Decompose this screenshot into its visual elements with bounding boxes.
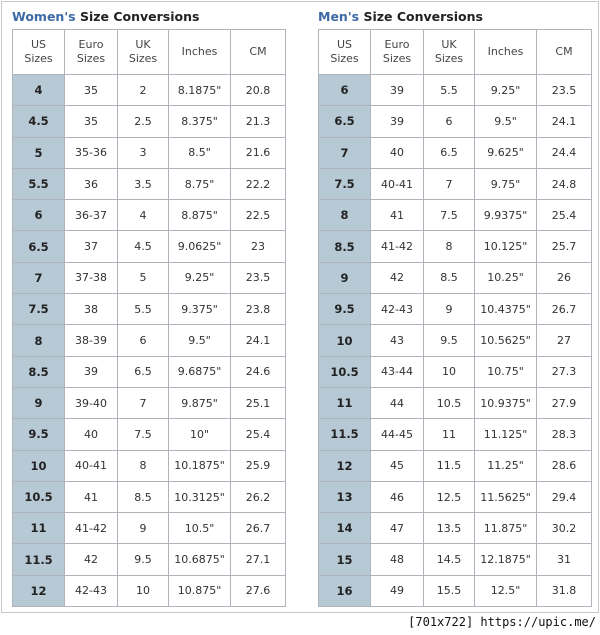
cm-cell: 23 [231,231,286,262]
inches-cell: 10.875" [169,575,231,606]
us-size-cell: 13 [319,481,371,512]
uk-size-cell: 6 [118,325,169,356]
inches-cell: 10.4375" [475,294,537,325]
table-row [319,575,592,606]
inches-cell: 9.875" [169,387,231,418]
cm-cell: 28.3 [537,419,592,450]
uk-size-cell: 3 [118,137,169,168]
inches-cell: 10.25" [475,262,537,293]
euro-size-cell: 42-43 [65,575,118,606]
us-size-cell: 10.5 [319,356,371,387]
table-row [319,200,592,231]
uk-size-cell: 14.5 [424,544,475,575]
table-row [319,419,592,450]
euro-size-cell: 41-42 [65,513,118,544]
uk-size-cell: 12.5 [424,481,475,512]
cm-cell: 21.3 [231,106,286,137]
uk-size-cell: 5.5 [118,294,169,325]
euro-size-cell: 45 [371,450,424,481]
cm-cell: 29.4 [537,481,592,512]
cm-cell: 24.4 [537,137,592,168]
cm-cell: 31 [537,544,592,575]
us-size-cell: 11 [13,513,65,544]
men-title-accent: Men's [318,9,360,24]
uk-size-cell: 10.5 [424,387,475,418]
euro-size-cell: 35-36 [65,137,118,168]
us-size-cell: 9.5 [319,294,371,325]
euro-size-cell: 39 [371,106,424,137]
inches-cell: 9.25" [475,75,537,106]
inches-cell: 8.75" [169,168,231,199]
table-row [13,106,286,137]
inches-cell: 10.6875" [169,544,231,575]
inches-cell: 9.75" [475,168,537,199]
uk-size-cell: 2.5 [118,106,169,137]
inches-cell: 9.25" [169,262,231,293]
euro-size-cell: 39 [65,356,118,387]
cm-cell: 22.5 [231,200,286,231]
euro-size-cell: 40-41 [371,168,424,199]
us-size-cell: 16 [319,575,371,606]
us-size-cell: 10 [13,450,65,481]
cm-cell: 26.7 [537,294,592,325]
euro-size-cell: 44-45 [371,419,424,450]
table-row [13,419,286,450]
men-size-table [318,29,592,607]
table-row [319,481,592,512]
table-row [319,387,592,418]
inches-cell: 12.1875" [475,544,537,575]
uk-size-cell: 13.5 [424,513,475,544]
uk-size-cell: 7.5 [424,200,475,231]
table-row [319,325,592,356]
euro-size-cell: 36 [65,168,118,199]
cm-cell: 26.7 [231,513,286,544]
table-row [13,137,286,168]
table-row [13,387,286,418]
table-row [13,513,286,544]
image-host-watermark: [701x722] https://upic.me/ [408,615,596,629]
euro-size-cell: 41-42 [371,231,424,262]
header-line: US [336,38,353,51]
us-size-cell: 8 [13,325,65,356]
table-row [319,513,592,544]
header-line: Sizes [382,52,412,65]
uk-size-cell: 11.5 [424,450,475,481]
euro-size-cell: 39 [371,75,424,106]
inches-cell: 9.9375" [475,200,537,231]
women-header-euro-size [65,30,118,75]
us-size-cell: 6.5 [319,106,371,137]
cm-cell: 22.2 [231,168,286,199]
cm-cell: 25.4 [537,200,592,231]
table-row [319,168,592,199]
us-size-cell: 5.5 [13,168,65,199]
euro-size-cell: 40 [65,419,118,450]
euro-size-cell: 38-39 [65,325,118,356]
euro-size-cell: 37 [65,231,118,262]
page-frame [1,1,599,613]
euro-size-cell: 44 [371,387,424,418]
men-header-us-size [319,30,371,75]
euro-size-cell: 40-41 [65,450,118,481]
us-size-cell: 4 [13,75,65,106]
inches-cell: 11.5625" [475,481,537,512]
euro-size-cell: 43-44 [371,356,424,387]
cm-cell: 30.2 [537,513,592,544]
table-row [319,137,592,168]
us-size-cell: 8 [319,200,371,231]
us-size-cell: 7 [319,137,371,168]
us-size-cell: 8.5 [13,356,65,387]
euro-size-cell: 42 [65,544,118,575]
cm-cell: 28.6 [537,450,592,481]
table-row [13,544,286,575]
uk-size-cell: 6.5 [118,356,169,387]
cm-cell: 21.6 [231,137,286,168]
uk-size-cell: 7 [118,387,169,418]
women-panel [12,8,286,607]
table-row [13,450,286,481]
cm-cell: 24.8 [537,168,592,199]
cm-cell: 27.1 [231,544,286,575]
inches-cell: 9.625" [475,137,537,168]
euro-size-cell: 38 [65,294,118,325]
header-line: Euro [78,38,104,51]
inches-cell: 10.5625" [475,325,537,356]
uk-size-cell: 8 [118,450,169,481]
uk-size-cell: 9.5 [118,544,169,575]
euro-size-cell: 35 [65,75,118,106]
uk-size-cell: 4.5 [118,231,169,262]
cm-cell: 25.9 [231,450,286,481]
us-size-cell: 10.5 [13,481,65,512]
table-row [319,450,592,481]
euro-size-cell: 36-37 [65,200,118,231]
uk-size-cell: 8.5 [118,481,169,512]
us-size-cell: 7 [13,262,65,293]
euro-size-cell: 46 [371,481,424,512]
men-table-title [318,8,592,25]
uk-size-cell: 9.5 [424,325,475,356]
men-table-header [319,30,592,75]
cm-cell: 26 [537,262,592,293]
inches-cell: 9.375" [169,294,231,325]
inches-cell: 9.5" [475,106,537,137]
women-table-header [13,30,286,75]
euro-size-cell: 35 [65,106,118,137]
table-row [319,231,592,262]
euro-size-cell: 42 [371,262,424,293]
euro-size-cell: 42-43 [371,294,424,325]
euro-size-cell: 37-38 [65,262,118,293]
inches-cell: 10.1875" [169,450,231,481]
cm-cell: 20.8 [231,75,286,106]
uk-size-cell: 8.5 [424,262,475,293]
women-header-uk-size [118,30,169,75]
uk-size-cell: 7.5 [118,419,169,450]
men-header-inches [475,30,537,75]
us-size-cell: 7.5 [13,294,65,325]
us-size-cell: 12 [13,575,65,606]
cm-cell: 31.8 [537,575,592,606]
us-size-cell: 8.5 [319,231,371,262]
us-size-cell: 9 [319,262,371,293]
cm-cell: 27 [537,325,592,356]
inches-cell: 8.375" [169,106,231,137]
inches-cell: 11.875" [475,513,537,544]
women-header-inches [169,30,231,75]
cm-cell: 24.1 [537,106,592,137]
header-line: Inches [181,45,218,58]
us-size-cell: 11.5 [319,419,371,450]
cm-cell: 25.4 [231,419,286,450]
table-row [13,75,286,106]
us-size-cell: 15 [319,544,371,575]
women-title-accent: Women's [12,9,76,24]
inches-cell: 10.125" [475,231,537,262]
inches-cell: 8.5" [169,137,231,168]
euro-size-cell: 41 [371,200,424,231]
inches-cell: 10.5" [169,513,231,544]
header-line: UK [135,38,151,51]
men-panel [318,8,592,607]
cm-cell: 23.8 [231,294,286,325]
us-size-cell: 6 [13,200,65,231]
header-line: Sizes [128,52,158,65]
table-row [319,294,592,325]
uk-size-cell: 5 [118,262,169,293]
inches-cell: 8.1875" [169,75,231,106]
cm-cell: 27.6 [231,575,286,606]
us-size-cell: 9.5 [13,419,65,450]
us-size-cell: 11.5 [13,544,65,575]
inches-cell: 9.0625" [169,231,231,262]
table-row [319,106,592,137]
cm-cell: 27.9 [537,387,592,418]
us-size-cell: 9 [13,387,65,418]
us-size-cell: 6.5 [13,231,65,262]
inches-cell: 9.6875" [169,356,231,387]
men-title-rest: Size Conversions [359,9,483,24]
table-row [13,481,286,512]
us-size-cell: 12 [319,450,371,481]
cm-cell: 27.3 [537,356,592,387]
cm-cell: 23.5 [231,262,286,293]
us-size-cell: 14 [319,513,371,544]
euro-size-cell: 47 [371,513,424,544]
us-size-cell: 10 [319,325,371,356]
women-title-rest: Size Conversions [75,9,200,24]
header-line: UK [441,38,457,51]
cm-cell: 24.1 [231,325,286,356]
inches-cell: 8.875" [169,200,231,231]
uk-size-cell: 7 [424,168,475,199]
us-size-cell: 6 [319,75,371,106]
euro-size-cell: 41 [65,481,118,512]
header-line: Sizes [434,52,464,65]
header-line: Sizes [24,52,53,65]
euro-size-cell: 43 [371,325,424,356]
inches-cell: 11.25" [475,450,537,481]
inches-cell: 10" [169,419,231,450]
uk-size-cell: 9 [424,294,475,325]
table-row [319,356,592,387]
table-row [13,262,286,293]
inches-cell: 10.75" [475,356,537,387]
cm-cell: 25.1 [231,387,286,418]
uk-size-cell: 11 [424,419,475,450]
uk-size-cell: 10 [118,575,169,606]
women-header-us-size [13,30,65,75]
uk-size-cell: 6.5 [424,137,475,168]
table-row [319,75,592,106]
header-line: CM [249,45,267,58]
inches-cell: 10.3125" [169,481,231,512]
uk-size-cell: 8 [424,231,475,262]
men-table-body [319,75,592,607]
women-size-table [12,29,286,607]
table-row [319,262,592,293]
inches-cell: 10.9375" [475,387,537,418]
table-row [13,356,286,387]
cm-cell: 25.7 [537,231,592,262]
women-table-body [13,75,286,607]
euro-size-cell: 48 [371,544,424,575]
table-row [13,294,286,325]
header-line: Euro [384,38,410,51]
table-row [319,544,592,575]
table-row [13,575,286,606]
euro-size-cell: 49 [371,575,424,606]
inches-cell: 12.5" [475,575,537,606]
euro-size-cell: 39-40 [65,387,118,418]
table-row [13,231,286,262]
men-header-cm [537,30,592,75]
us-size-cell: 7.5 [319,168,371,199]
table-row [13,200,286,231]
uk-size-cell: 5.5 [424,75,475,106]
us-size-cell: 5 [13,137,65,168]
uk-size-cell: 6 [424,106,475,137]
table-row [13,325,286,356]
men-header-euro-size [371,30,424,75]
table-row [13,168,286,199]
women-header-cm [231,30,286,75]
header-line: Sizes [330,52,359,65]
uk-size-cell: 2 [118,75,169,106]
us-size-cell: 11 [319,387,371,418]
header-line: Sizes [76,52,106,65]
inches-cell: 9.5" [169,325,231,356]
cm-cell: 23.5 [537,75,592,106]
uk-size-cell: 10 [424,356,475,387]
men-header-uk-size [424,30,475,75]
uk-size-cell: 9 [118,513,169,544]
inches-cell: 11.125" [475,419,537,450]
header-line: Inches [487,45,524,58]
header-line: CM [555,45,573,58]
uk-size-cell: 3.5 [118,168,169,199]
uk-size-cell: 15.5 [424,575,475,606]
us-size-cell: 4.5 [13,106,65,137]
cm-cell: 26.2 [231,481,286,512]
women-table-title [12,8,286,25]
euro-size-cell: 40 [371,137,424,168]
header-line: US [30,38,47,51]
cm-cell: 24.6 [231,356,286,387]
uk-size-cell: 4 [118,200,169,231]
